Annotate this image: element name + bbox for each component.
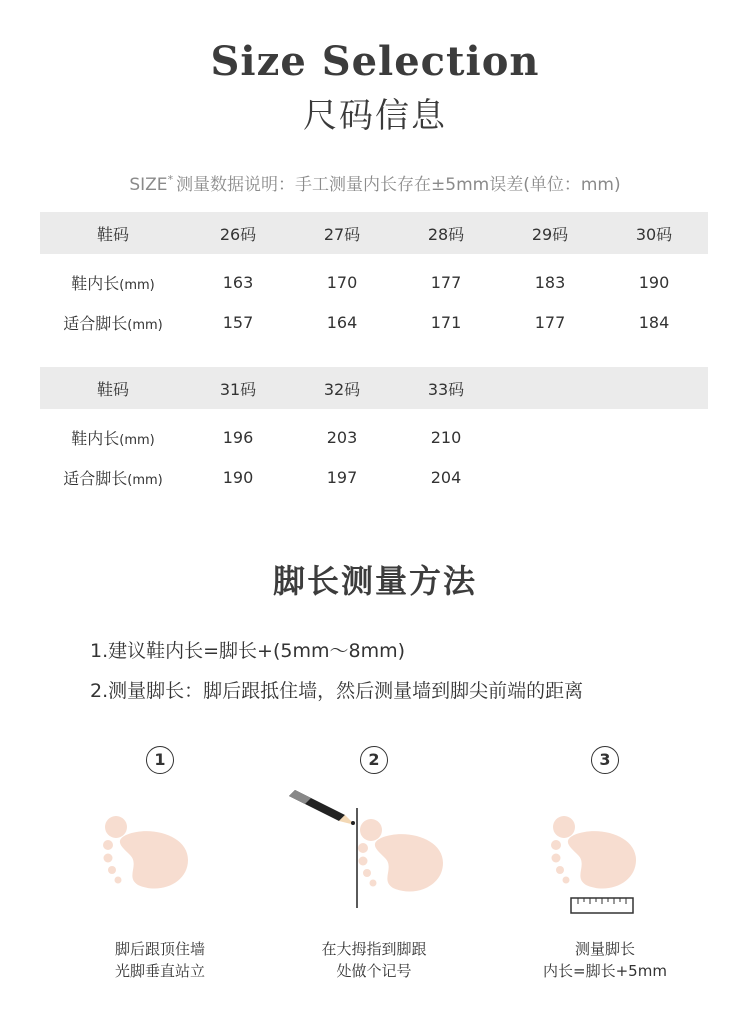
row-label-text: 适合脚长 bbox=[63, 313, 128, 333]
row-label-text: 鞋内长 bbox=[71, 273, 120, 293]
value-cell: 177 bbox=[534, 312, 566, 332]
row-label bbox=[40, 466, 186, 489]
measurement-note bbox=[0, 170, 750, 195]
step-2-caption bbox=[274, 938, 474, 982]
note-star: * bbox=[167, 173, 174, 186]
value-cell: 177 bbox=[430, 272, 462, 292]
value-cell: 197 bbox=[326, 467, 358, 487]
size-cell: 29码 bbox=[531, 224, 569, 244]
size-cell: 26码 bbox=[219, 224, 257, 244]
title-chinese: 尺码信息 bbox=[303, 96, 447, 136]
table-header-row bbox=[40, 212, 708, 254]
row-label bbox=[40, 426, 186, 449]
table-row bbox=[40, 417, 708, 457]
size-cell: 31码 bbox=[219, 379, 257, 399]
ruler-icon bbox=[570, 897, 634, 915]
step-2 bbox=[274, 746, 474, 774]
size-cell: 27码 bbox=[323, 224, 361, 244]
method-line-1: 1.建议鞋内长=脚长+(5mm～8mm) bbox=[90, 640, 406, 662]
caption-line: 在大拇指到脚跟 bbox=[321, 940, 427, 958]
row-unit: (mm) bbox=[127, 317, 163, 333]
value-cell: 164 bbox=[326, 312, 358, 332]
step-3 bbox=[505, 746, 705, 774]
step-number: 3 bbox=[591, 746, 619, 774]
foot-icon bbox=[548, 815, 643, 895]
value-cell: 196 bbox=[222, 427, 254, 447]
table-row bbox=[40, 262, 708, 302]
method-line-2: 2.测量脚长：脚后跟抵住墙，然后测量墙到脚尖前端的距离 bbox=[90, 680, 584, 702]
value-cell: 210 bbox=[430, 427, 462, 447]
method-title: 脚长测量方法 bbox=[272, 562, 477, 600]
caption-line: 光脚垂直站立 bbox=[114, 962, 205, 980]
value-cell: 163 bbox=[222, 272, 254, 292]
value-cell: 170 bbox=[326, 272, 358, 292]
caption-line: 内长=脚长+5mm bbox=[543, 962, 667, 980]
header-label: 鞋码 bbox=[96, 224, 129, 244]
note-text: 测量数据说明：手工测量内长存在±5mm误差(单位：mm) bbox=[176, 175, 621, 195]
size-cell: 32码 bbox=[323, 379, 361, 399]
step-number: 1 bbox=[146, 746, 174, 774]
row-unit: (mm) bbox=[127, 472, 163, 488]
header-label: 鞋码 bbox=[96, 379, 129, 399]
size-table-2 bbox=[40, 367, 708, 497]
table-header-row bbox=[40, 367, 708, 409]
size-cell: 33码 bbox=[427, 379, 465, 399]
row-label-text: 鞋内长 bbox=[71, 428, 120, 448]
foot-icon bbox=[355, 818, 450, 898]
value-cell: 184 bbox=[638, 312, 670, 332]
pencil-icon bbox=[285, 790, 365, 835]
table-row bbox=[40, 457, 708, 497]
foot-icon bbox=[100, 815, 195, 895]
value-cell: 190 bbox=[222, 467, 254, 487]
step-number: 2 bbox=[360, 746, 388, 774]
title-english: Size Selection bbox=[210, 38, 540, 85]
size-table-1 bbox=[40, 212, 708, 342]
step-3-caption bbox=[505, 938, 705, 982]
table-row bbox=[40, 302, 708, 342]
note-prefix: SIZE bbox=[129, 175, 168, 195]
row-label bbox=[40, 271, 186, 294]
caption-line: 脚后跟顶住墙 bbox=[114, 940, 205, 958]
size-cell: 28码 bbox=[427, 224, 465, 244]
caption-line: 测量脚长 bbox=[574, 940, 635, 958]
value-cell: 190 bbox=[638, 272, 670, 292]
value-cell: 157 bbox=[222, 312, 254, 332]
value-cell: 183 bbox=[534, 272, 566, 292]
row-unit: (mm) bbox=[119, 432, 155, 448]
value-cell: 204 bbox=[430, 467, 462, 487]
step-1 bbox=[60, 746, 260, 774]
row-label bbox=[40, 311, 186, 334]
caption-line: 处做个记号 bbox=[336, 962, 412, 980]
step-1-caption bbox=[60, 938, 260, 982]
size-cell: 30码 bbox=[635, 224, 673, 244]
row-label-text: 适合脚长 bbox=[63, 468, 128, 488]
value-cell: 171 bbox=[430, 312, 462, 332]
row-unit: (mm) bbox=[119, 277, 155, 293]
value-cell: 203 bbox=[326, 427, 358, 447]
